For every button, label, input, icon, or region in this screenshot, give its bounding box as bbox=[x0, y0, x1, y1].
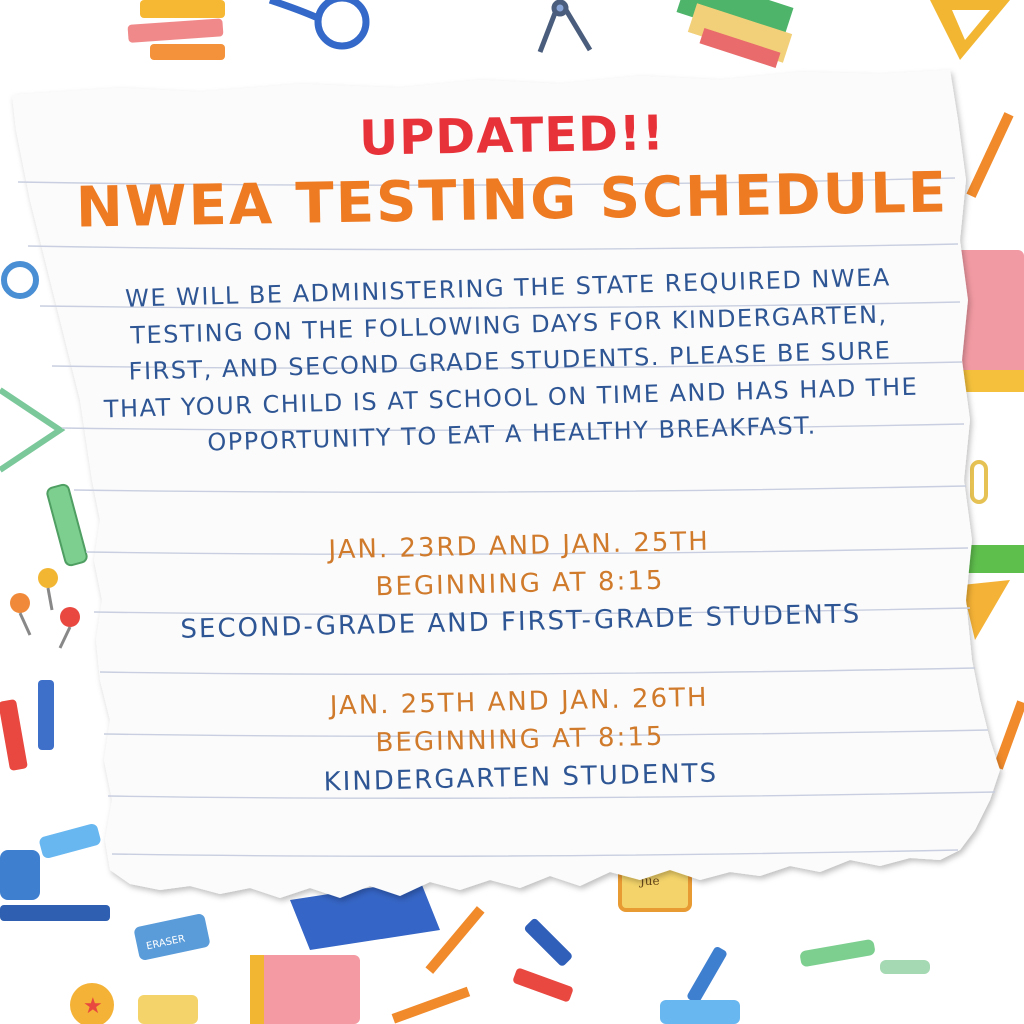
page-title: NWEA TESTING SCHEDULE bbox=[75, 160, 949, 241]
svg-text:ERASER: ERASER bbox=[145, 933, 187, 953]
schedule-dates: JAN. 25TH AND JAN. 26TH bbox=[329, 682, 709, 722]
schedule-time: BEGINNING AT 8:15 bbox=[375, 721, 665, 759]
schedule-students: SECOND-GRADE AND FIRST-GRADE STUDENTS bbox=[180, 599, 862, 645]
updated-heading: UPDATED!! bbox=[358, 105, 666, 167]
schedule-group-grades-1-2 bbox=[109, 518, 931, 651]
schedule-group-kindergarten bbox=[109, 674, 931, 807]
svg-text:Jue: Jue bbox=[640, 874, 660, 888]
svg-text:★: ★ bbox=[83, 994, 103, 1019]
notice-paragraph: WE WILL BE ADMINISTERING THE STATE REQUIRED NWEA TESTING ON THE FOLLOWING DAYS FOR KINDERGARTEN, FIRST, AND SECOND GRADE STUDENTS. PLEASE BE SURE THAT YOUR CHILD IS AT SCHOOL ON TIME AND HAS HAD THE OPPORTUNITY TO EAT A HEALTHY BREAKFAST. bbox=[103, 263, 919, 457]
schedule-time: BEGINNING AT 8:15 bbox=[375, 565, 665, 603]
schedule-students: KINDERGARTEN STUDENTS bbox=[323, 758, 719, 798]
schedule-dates: JAN. 23RD AND JAN. 25TH bbox=[328, 526, 711, 566]
